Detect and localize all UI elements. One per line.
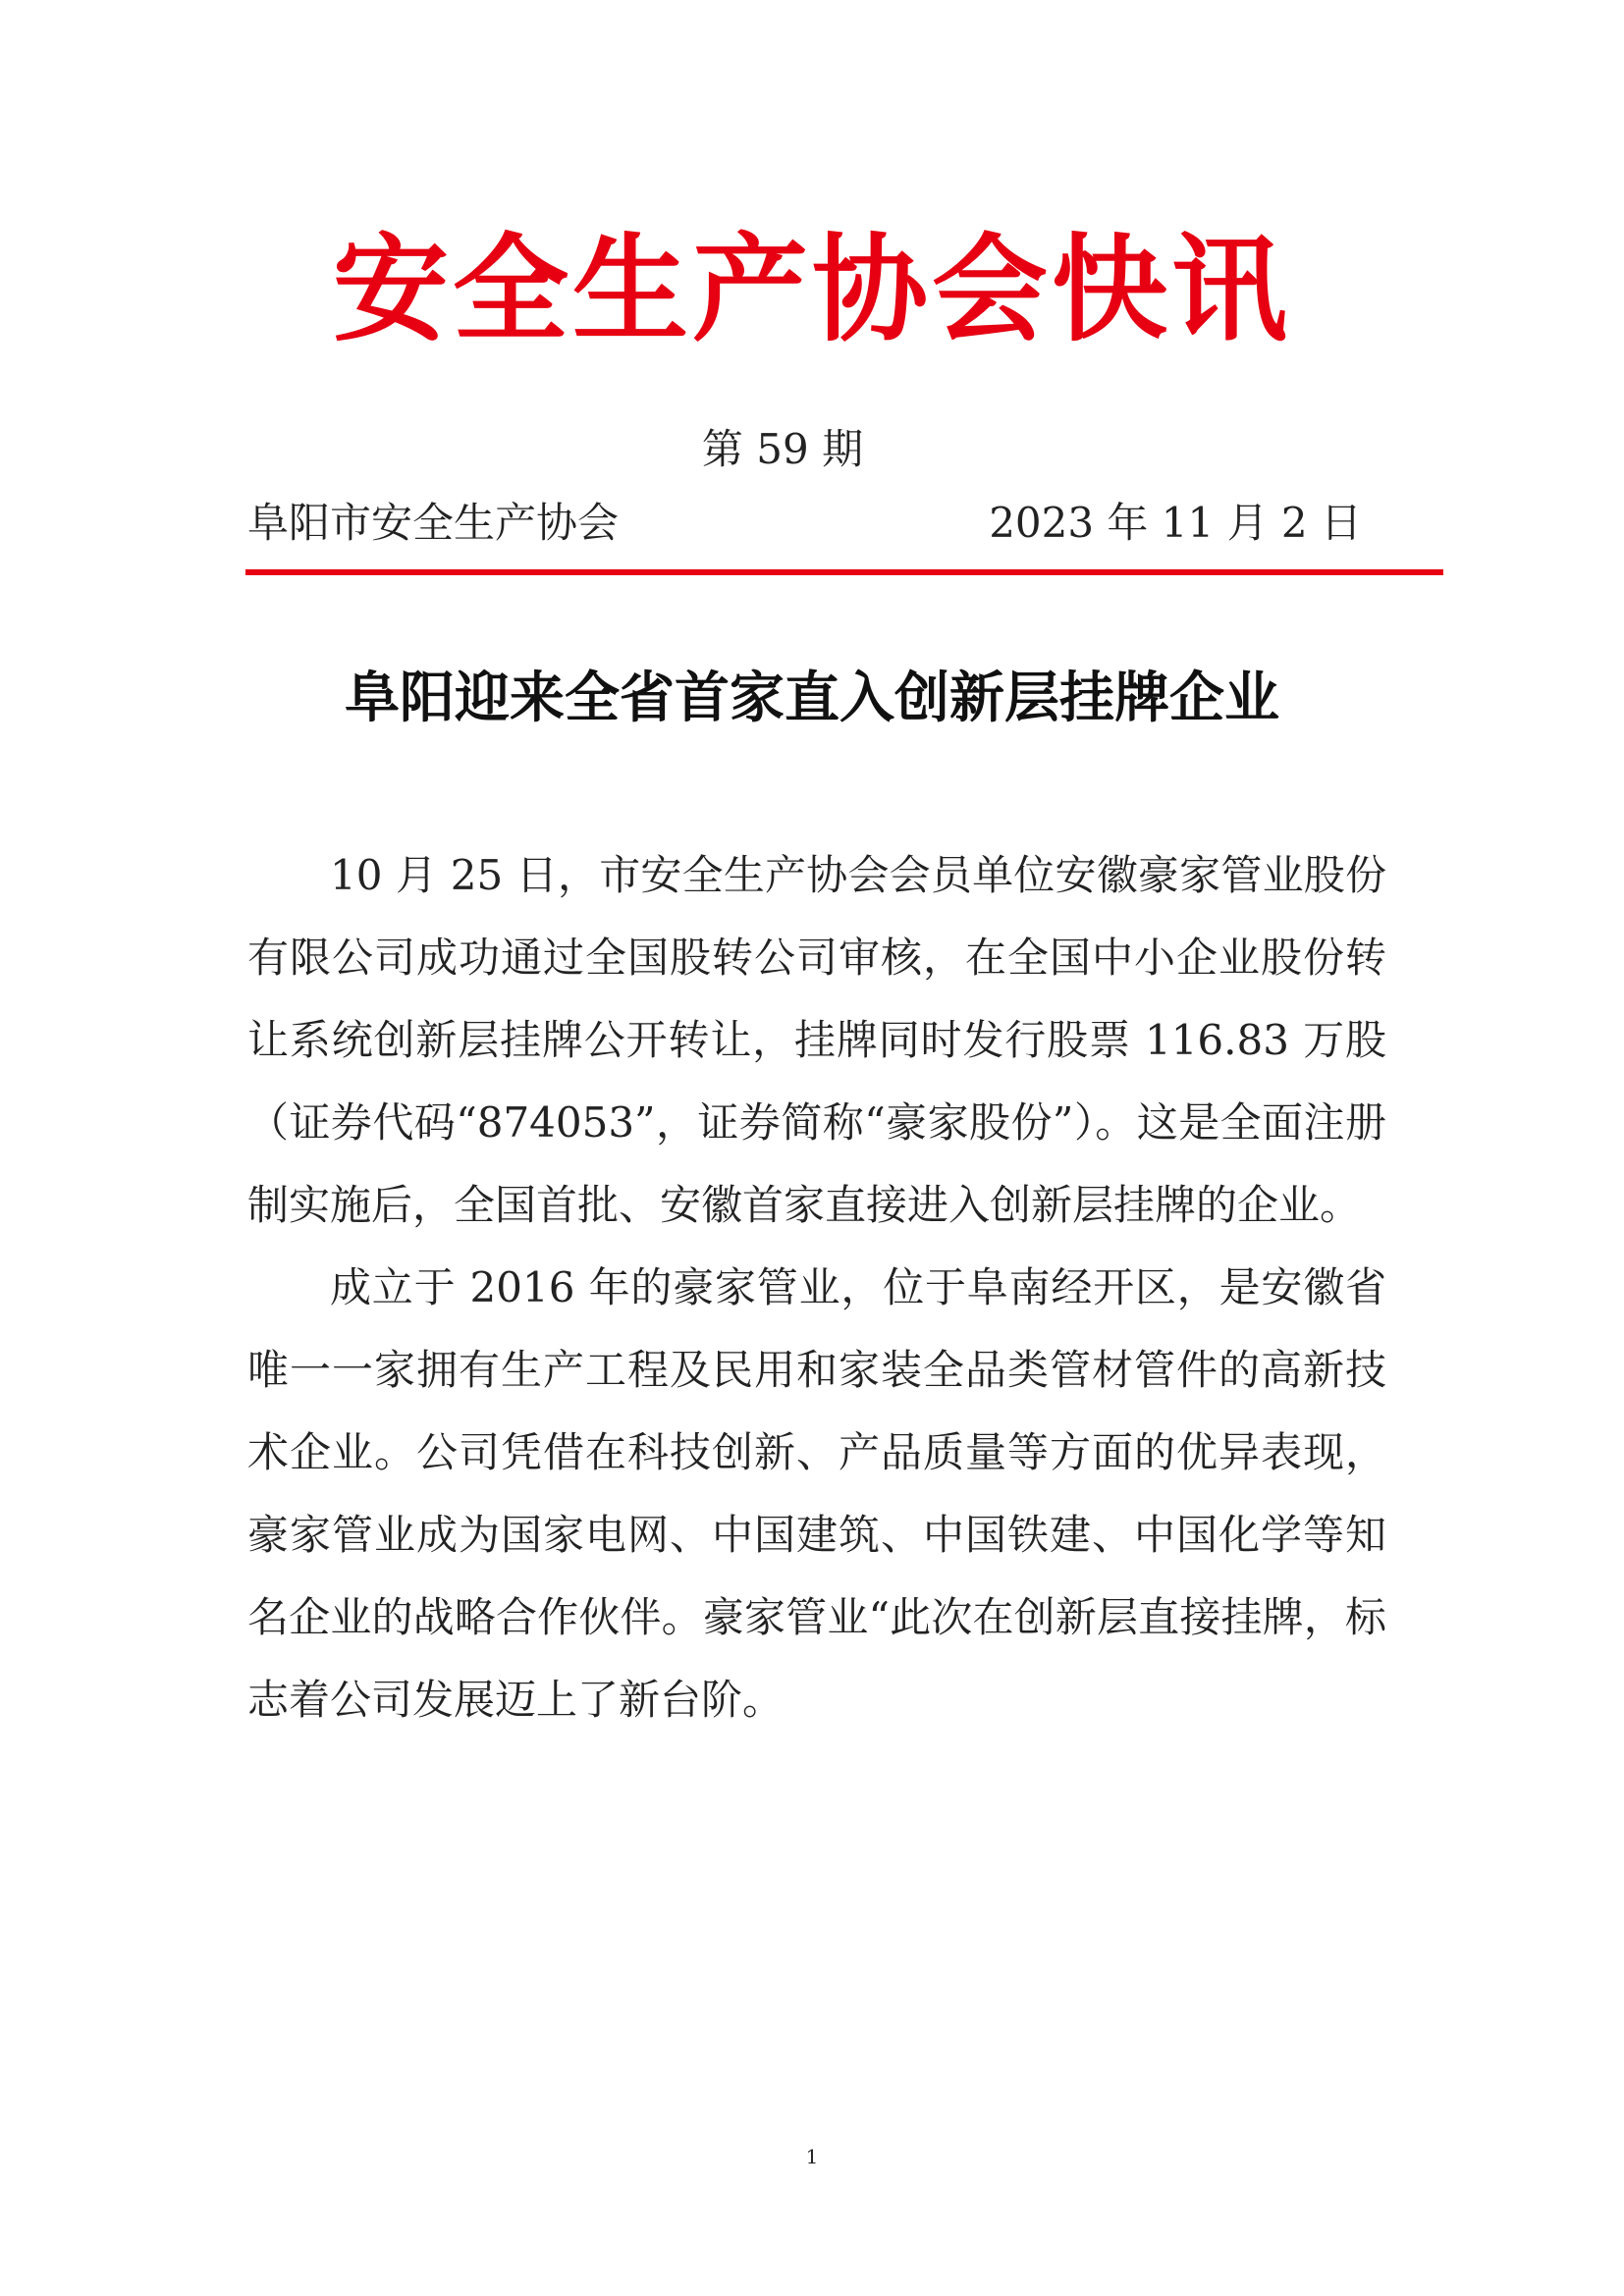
- publish-date: 2023 年 11 月 2 日: [989, 499, 1362, 547]
- masthead-title: 安全生产协会快讯: [332, 221, 1291, 357]
- article-paragraph: 成立于 2016 年的豪家管业，位于阜南经开区，是安徽省唯一一家拥有生产工程及民用和家装全品类管材管件的高新技术企业。公司凭借在科技创新、产品质量等方面的优异表现，豪家管业成为国家电网、中国建筑、中国铁建、中国化学等知名企业的战略合作伙伴。豪家管业“此次在创新层直接挂牌，标志着公司发展迈上了新台阶。: [247, 1263, 1386, 1724]
- header-divider: [245, 569, 1443, 575]
- article-body: [247, 834, 1386, 1741]
- article-title: 阜阳迎来全省首家直入创新层挂牌企业: [345, 667, 1279, 730]
- issue-number: 第 59 期: [701, 425, 864, 473]
- publisher-name: 阜阳市安全生产协会: [247, 499, 620, 547]
- article-paragraph: 10 月 25 日，市安全生产协会会员单位安徽豪家管业股份有限公司成功通过全国股转公司审核，在全国中小企业股份转让系统创新层挂牌公开转让，挂牌同时发行股票 116.83 万股（证券代码“874053”，证券简称“豪家股份”）。这是全面注册制实施后，全国首批、安徽首家直接进入创新层挂牌的企业。: [247, 851, 1386, 1229]
- page-number: 1: [805, 2145, 819, 2168]
